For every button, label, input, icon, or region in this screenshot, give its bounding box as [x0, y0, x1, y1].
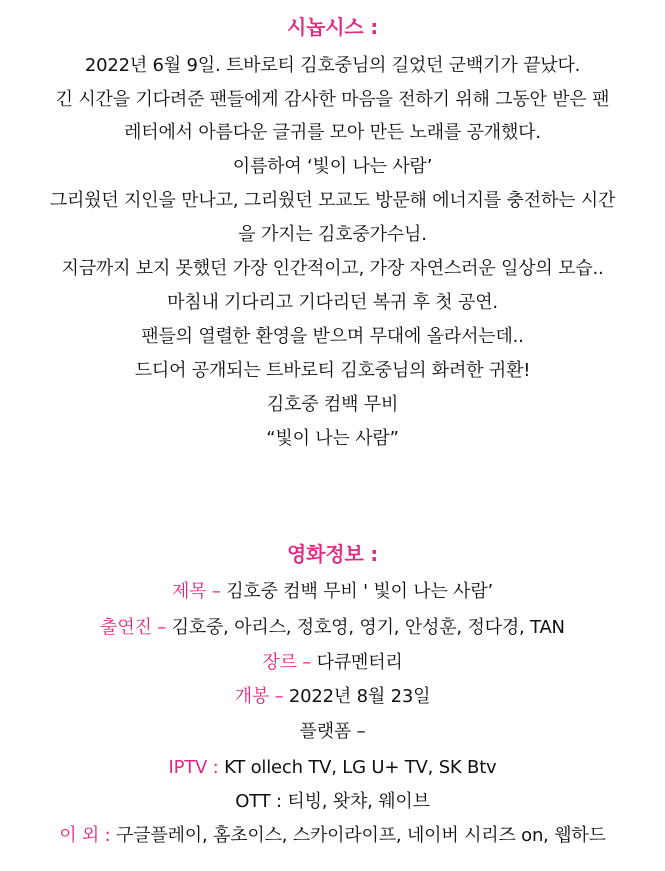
info-release-label: 개봉 –: [234, 686, 284, 707]
info-ott-value: 티빙, 왓챠, 웨이브: [287, 791, 430, 812]
info-release-row: [0, 685, 665, 709]
info-cast-value: 김호중, 아리스, 정호영, 영기, 안성훈, 정다경, TAN: [171, 617, 565, 638]
info-ott-label: OTT :: [235, 791, 282, 812]
synopsis-line: 마침내 기다리고 기다리던 복귀 후 첫 공연.: [167, 292, 498, 313]
synopsis-line: 팬들의 열렬한 환영을 받으며 무대에 올라서는데..: [141, 326, 524, 347]
info-iptv-value: KT ollech TV, LG U+ TV, SK Btv: [224, 757, 497, 778]
info-other-value: 구글플레이, 홈초이스, 스카이라이프, 네이버 시리즈 on, 웹하드: [116, 825, 606, 846]
info-platform-row: [0, 720, 665, 744]
info-genre-row: [0, 651, 665, 675]
info-ott-row: [0, 790, 665, 814]
info-title-label: 제목 –: [171, 581, 221, 602]
synopsis-line: 이름하여 ‘빛이 나는 사람’: [232, 156, 433, 177]
info-release-value: 2022년 8월 23일: [288, 686, 431, 707]
synopsis-line: 드디어 공개되는 트바로티 김호중님의 화려한 귀환!: [134, 360, 531, 381]
info-genre-label: 장르 –: [262, 652, 312, 673]
info-iptv-label: IPTV :: [168, 757, 219, 778]
info-title-row: [0, 580, 665, 604]
synopsis-line: 지금까지 보지 못했던 가장 인간적이고, 가장 자연스러운 일상의 모습..: [61, 258, 604, 279]
info-other-label: 이 외 :: [59, 825, 111, 846]
info-title-value: 김호중 컴백 무비 ' 빛이 나는 사람’: [226, 581, 494, 602]
synopsis-line: 김호중 컴백 무비: [266, 394, 399, 415]
info-cast-label: 출연진 –: [100, 617, 167, 638]
synopsis-heading: 시놉시스 :: [286, 15, 379, 39]
synopsis-line: 긴 시간을 기다려준 팬들에게 감사한 마음을 전하기 위해 그동안 받은 팬: [55, 89, 610, 110]
synopsis-line: “빛이 나는 사람”: [266, 428, 399, 449]
info-other-row: [0, 824, 665, 848]
synopsis-line: 그리웠던 지인을 만나고, 그리웠던 모교도 방문해 에너지를 충전하는 시간: [49, 190, 616, 211]
synopsis-line: 레터에서 아름다운 글귀를 모아 만든 노래를 공개했다.: [124, 122, 541, 143]
info-platform-label: 플랫폼 –: [299, 721, 366, 742]
info-cast-row: [0, 616, 665, 640]
info-iptv-row: [0, 756, 665, 780]
synopsis-line: 을 가지는 김호중가수님.: [238, 224, 427, 245]
synopsis-line: 2022년 6월 9일. 트바로티 김호중님의 길었던 군백기가 끝났다.: [84, 55, 581, 76]
movie-info-heading: 영화정보 :: [286, 542, 379, 566]
info-genre-value: 다큐멘터리: [316, 652, 403, 673]
